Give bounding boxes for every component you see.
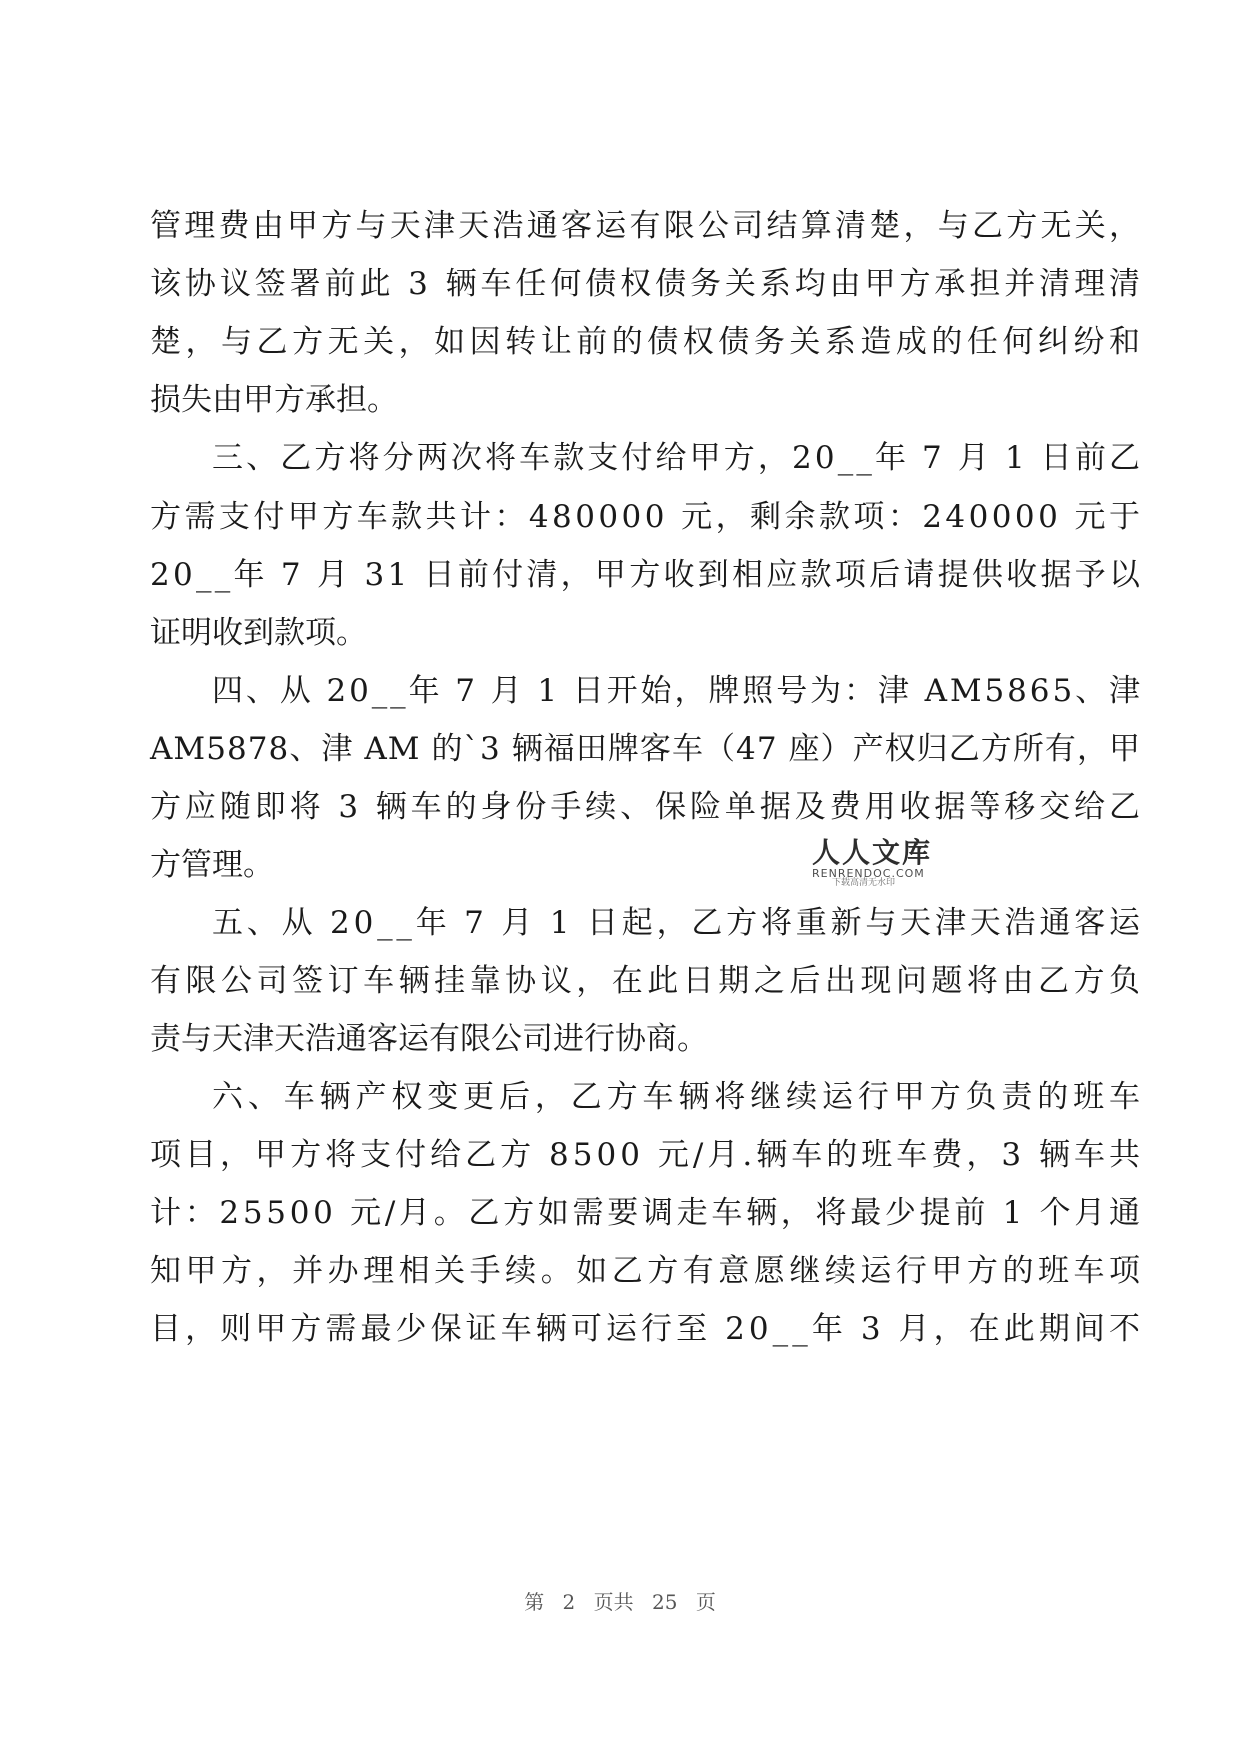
text-line: 目，则甲方需最少保证车辆可运行至 20__年 3 月，在此期间不 xyxy=(150,1311,1145,1347)
text-line: 方管理。 xyxy=(150,847,274,883)
watermark-logo xyxy=(812,838,952,890)
text-line: 三、乙方将分两次将车款支付给甲方，20__年 7 月 1 日前乙 xyxy=(212,440,1144,476)
text-line: 四、从 20__年 7 月 1 日开始，牌照号为：津 AM5865、津 xyxy=(212,673,1143,709)
watermark-url: RENRENDOC.COM xyxy=(812,867,925,880)
text-line: 有限公司签订车辆挂靠协议，在此日期之后出现问题将由乙方负 xyxy=(150,963,1145,999)
text-line: 损失由甲方承担。 xyxy=(150,382,398,418)
text-line: 六、车辆产权变更后，乙方车辆将继续运行甲方负责的班车 xyxy=(212,1079,1145,1115)
footer-suffix: 页 xyxy=(695,1590,716,1614)
text-line: 责与天津天浩通客运有限公司进行协商。 xyxy=(150,1021,708,1057)
watermark-subtext: 下载高清无水印 xyxy=(832,878,896,888)
text-line: 方需支付甲方车款共计：480000 元，剩余款项：240000 元于 xyxy=(150,499,1144,535)
text-line: 五、从 20__年 7 月 1 日起，乙方将重新与天津天浩通客运 xyxy=(212,905,1144,941)
text-line: 证明收到款项。 xyxy=(150,615,367,651)
text-line: AM5878、津 AM 的`3 辆福田牌客车（47 座）产权归乙方所有，甲 xyxy=(150,731,1142,767)
footer-page-number: 2 xyxy=(562,1590,576,1614)
footer-total-pages: 25 xyxy=(652,1590,678,1614)
text-line: 楚，与乙方无关，如因转让前的债权债务关系造成的任何纠纷和 xyxy=(150,324,1145,360)
text-line: 计：25500 元/月。乙方如需要调走车辆，将最少提前 1 个月通 xyxy=(150,1195,1144,1231)
footer-prefix: 第 xyxy=(524,1590,545,1614)
text-line: 知甲方，并办理相关手续。如乙方有意愿继续运行甲方的班车项 xyxy=(150,1253,1145,1289)
text-line: 项目，甲方将支付给乙方 8500 元/月.辆车的班车费，3 辆车共 xyxy=(150,1137,1145,1173)
text-line: 管理费由甲方与天津天浩通客运有限公司结算清楚，与乙方无关， xyxy=(150,208,1144,244)
text-line: 方应随即将 3 辆车的身份手续、保险单据及费用收据等移交给乙 xyxy=(150,789,1144,825)
footer-mid: 页共 xyxy=(593,1590,634,1614)
text-line: 20__年 7 月 31 日前付清，甲方收到相应款项后请提供收据予以 xyxy=(150,557,1144,593)
page-footer xyxy=(0,1588,1240,1616)
text-line: 该协议签署前此 3 辆车任何债权债务关系均由甲方承担并清理清 xyxy=(150,266,1144,302)
watermark-text: 人人文库 xyxy=(812,836,933,869)
